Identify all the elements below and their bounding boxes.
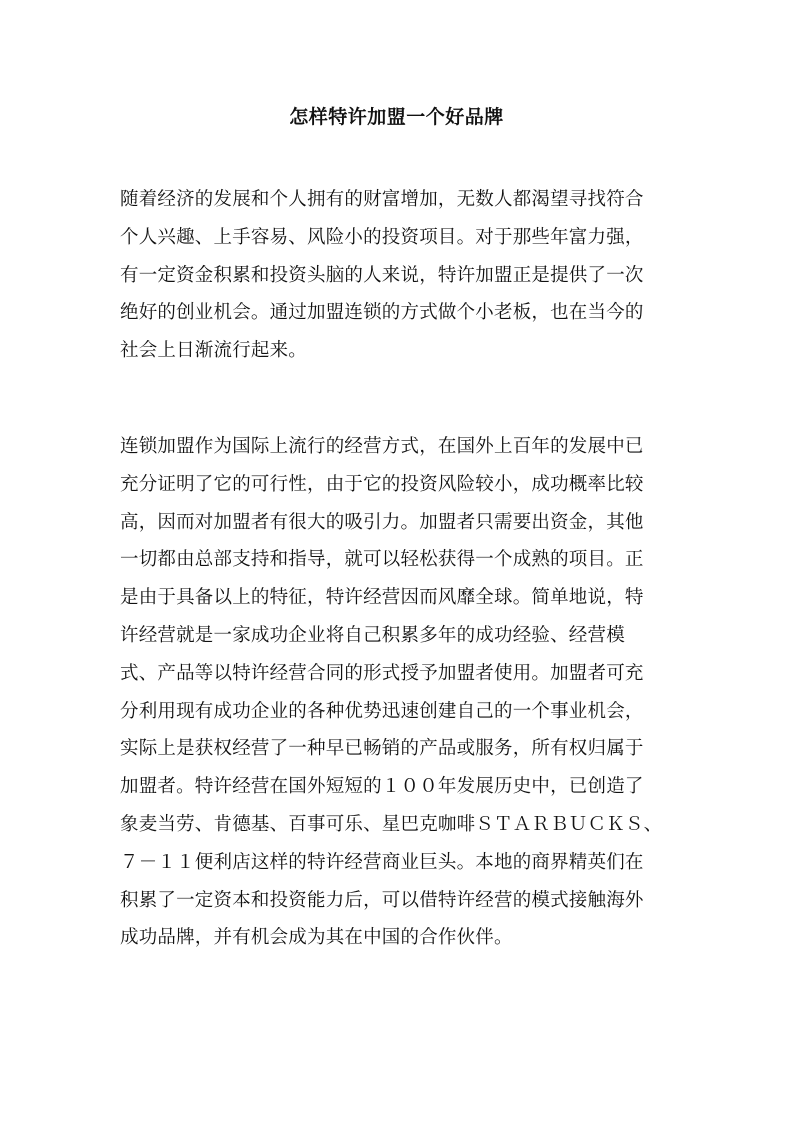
paragraph-line: 加盟者。特许经营在国外短短的１００年发展历史中，已创造了	[120, 776, 644, 798]
paragraph-line: 分利用现有成功企业的各种优势迅速创建自己的一个事业机会，	[120, 700, 644, 722]
paragraph-line: 有一定资金积累和投资头脑的人来说，特许加盟正是提供了一次	[120, 264, 644, 286]
paragraph-line: 社会上日渐流行起来。	[120, 340, 308, 362]
paragraph-1	[120, 181, 675, 370]
paragraph-line: 实际上是获权经营了一种早已畅销的产品或服务，所有权归属于	[120, 738, 644, 760]
paragraph-line: 随着经济的发展和个人拥有的财富增加，无数人都渴望寻找符合	[120, 189, 644, 210]
paragraph-line: 象麦当劳、肯德基、百事可乐、星巴克咖啡ＳＴＡＲＢＵＣＫＳ、	[120, 813, 663, 835]
paragraph-line: ７－１１便利店这样的特许经营商业巨头。本地的商界精英们在	[120, 851, 644, 873]
paragraph-2	[120, 428, 675, 957]
paragraph-line: 个人兴趣、上手容易、风险小的投资项目。对于那些年富力强，	[120, 226, 644, 248]
document-title: 怎样特许加盟一个好品牌	[289, 106, 504, 128]
paragraph-line: 一切都由总部支持和指导，就可以轻松获得一个成熟的项目。正	[120, 549, 644, 571]
paragraph-line: 成功品牌，并有机会成为其在中国的合作伙伴。	[120, 927, 513, 949]
paragraph-line: 许经营就是一家成功企业将自己积累多年的成功经验、经营模	[120, 624, 625, 646]
paragraph-line: 绝好的创业机会。通过加盟连锁的方式做个小老板，也在当今的	[120, 302, 644, 324]
paragraph-line: 充分证明了它的可行性，由于它的投资风险较小，成功概率比较	[120, 473, 644, 495]
paragraph-line: 积累了一定资本和投资能力后，可以借特许经营的模式接触海外	[120, 889, 644, 911]
paragraph-line: 连锁加盟作为国际上流行的经营方式，在国外上百年的发展中已	[120, 436, 644, 457]
paragraph-line: 是由于具备以上的特征，特许经营因而风靡全球。简单地说，特	[120, 587, 644, 609]
paragraph-line: 式、产品等以特许经营合同的形式授予加盟者使用。加盟者可充	[120, 662, 644, 684]
paragraph-line: 高，因而对加盟者有很大的吸引力。加盟者只需要出资金，其他	[120, 511, 644, 533]
